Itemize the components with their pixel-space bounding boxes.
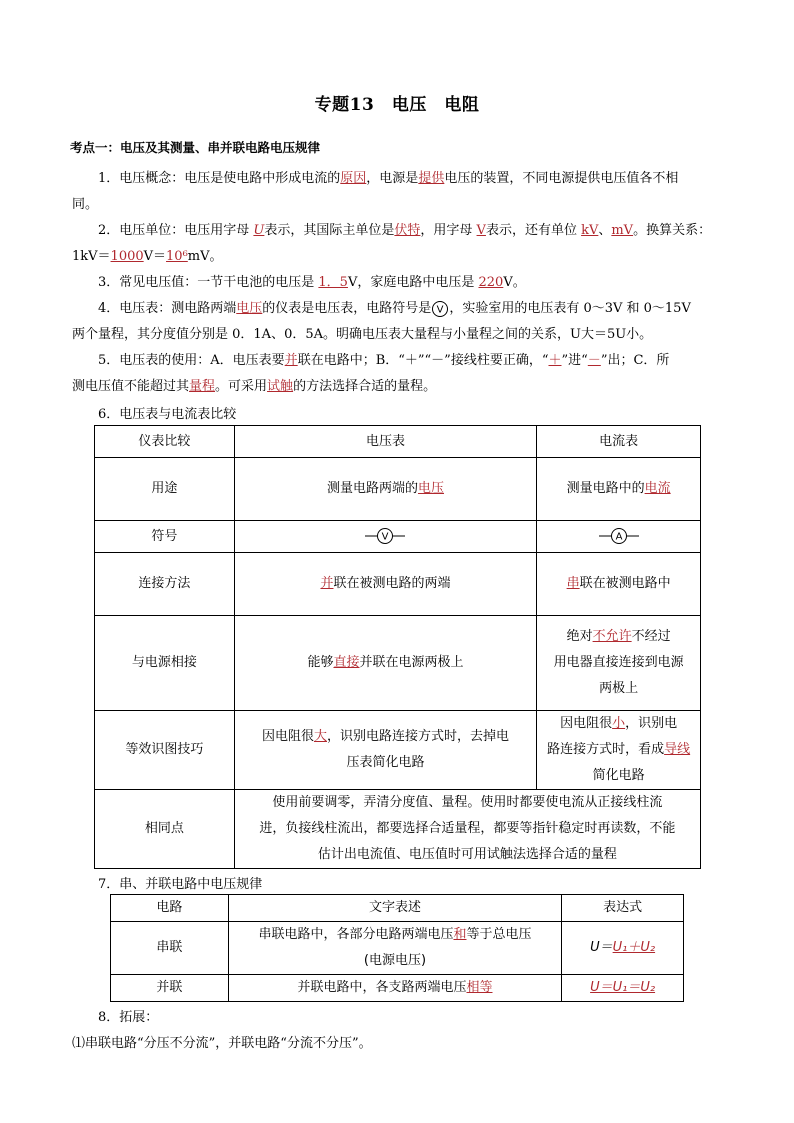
table-row (95, 458, 701, 521)
text: ，实验室用的电压表有 0～3V 和 0～15V (449, 301, 691, 316)
answer: ＋ (548, 353, 562, 368)
ammeter-symbol-icon (599, 527, 639, 545)
text: 的方法选择合适的量程。 (293, 379, 437, 394)
voltmeter-symbol-icon (431, 300, 449, 318)
answer: 试触 (267, 379, 294, 394)
table-row (95, 521, 701, 553)
table-header: 电路 (111, 895, 229, 922)
text: ”出；C．所 (600, 353, 670, 368)
table-cell: 串联电路中，各部分电路两端电压和等于总电压 (电源电压) (228, 922, 561, 975)
answer: 量程 (189, 379, 216, 394)
table-row (95, 553, 701, 616)
text: 1．电压概念：电压是使电路中形成电流的 (98, 171, 341, 186)
paragraph-7: 7．串、并联电路中电压规律 (98, 877, 263, 892)
paragraph-4 (72, 296, 750, 348)
text: 4．电压表：测电路两端 (98, 301, 237, 316)
answer: － (587, 353, 601, 368)
table-row (111, 975, 684, 1002)
table-cell: U＝U₁＝U₂ (562, 975, 684, 1002)
table-header: 表达式 (562, 895, 684, 922)
answer: 原因 (340, 171, 367, 186)
table-header: 文字表述 (228, 895, 561, 922)
text: 、 (598, 223, 612, 238)
text: 表示，还有单位 (485, 223, 582, 238)
paragraph-6: 6．电压表与电流表比较 (98, 407, 237, 422)
answer: U (253, 223, 265, 238)
text: ，电源是 (366, 171, 419, 186)
text: V＝ (143, 249, 167, 264)
page-title: 专题13 电压 电阻 (314, 95, 480, 115)
table-header: 仪表比较 (95, 426, 235, 458)
meter-comparison-table (94, 425, 701, 869)
table-cell (537, 521, 701, 553)
svg-text:V: V (436, 304, 444, 315)
table-cell: 因电阻很小，识别电 路连接方式时，看成导线 简化电路 (537, 711, 701, 790)
table-row (95, 616, 701, 711)
text: 。可采用 (215, 379, 268, 394)
paragraph-2 (72, 218, 750, 270)
svg-text:A: A (615, 531, 623, 543)
paragraph-5 (72, 348, 750, 400)
paragraph-9: ⑴串联电路“分压不分流”，并联电路“分流不分压”。 (72, 1036, 372, 1051)
table-cell: 测量电路两端的电压 (234, 458, 536, 521)
table-row (95, 790, 701, 869)
row-label: 用途 (95, 458, 235, 521)
text: mV。 (187, 249, 223, 264)
paragraph-3 (72, 270, 750, 296)
row-label: 相同点 (95, 790, 235, 869)
text: 1kV＝ (72, 249, 111, 264)
table-cell: 并联在被测电路的两端 (234, 553, 536, 616)
paragraph-1 (72, 166, 750, 218)
voltmeter-symbol-icon (365, 527, 405, 545)
table-header-row (111, 895, 684, 922)
text: 2．电压单位：电压用字母 (98, 223, 254, 238)
table-cell (234, 521, 536, 553)
row-label: 与电源相接 (95, 616, 235, 711)
svg-text:V: V (382, 531, 389, 543)
text: 联在电路中；B．“＋”“－”接线柱要正确，“ (297, 353, 549, 368)
answer: kV (581, 223, 599, 238)
text: 。换算关系： (633, 223, 712, 238)
table-cell: 能够直接并联在电源两极上 (234, 616, 536, 711)
row-label: 等效识图技巧 (95, 711, 235, 790)
text: 两个量程，其分度值分别是 0．1A、0．5A。明确电压表大量程与小量程之间的关系，U大＝5U小。 (72, 327, 653, 342)
answer: 1．5 (318, 275, 348, 290)
answer: 并 (284, 353, 298, 368)
text: 的仪表是电压表，电路符号是 (262, 301, 432, 316)
answer: 1000 (110, 249, 144, 264)
table-cell: 因电阻很大，识别电路连接方式时，去掉电 压表简化电路 (234, 711, 536, 790)
text: 测电压值不能超过其 (72, 379, 190, 394)
text: 电压的装置，不同电源提供电压值各不相 (444, 171, 679, 186)
answer: 220 (478, 275, 504, 290)
text: V。 (503, 275, 526, 290)
row-label: 串联 (111, 922, 229, 975)
table-cell: 绝对不允许不经过 用电器直接连接到电源 两极上 (537, 616, 701, 711)
text: 5．电压表的使用：A．电压表要 (98, 353, 285, 368)
table-row (111, 922, 684, 975)
table-cell: 串联在被测电路中 (537, 553, 701, 616)
answer: V (476, 223, 486, 238)
text: 同。 (72, 197, 99, 212)
table-header-row (95, 426, 701, 458)
row-label: 连接方法 (95, 553, 235, 616)
paragraph-8: 8．拓展： (98, 1010, 159, 1025)
table-cell: 使用前要调零，弄清分度值、量程。使用时都要使电流从正接线柱流 进，负接线柱流出，都要选择合适量程，都要等指针稳定时再读数，不能 估计出电流值、电压值时可用试触法选择合适的量程 (234, 790, 700, 869)
table-cell: U＝U₁＋U₂ (562, 922, 684, 975)
table-cell: 测量电路中的电流 (537, 458, 701, 521)
text: 表示，其国际主单位是 (264, 223, 395, 238)
voltage-law-table (110, 894, 684, 1002)
row-label: 并联 (111, 975, 229, 1002)
answer: 提供 (418, 171, 445, 186)
table-header: 电流表 (537, 426, 701, 458)
answer: 10⁶ (166, 249, 188, 264)
text: ，用字母 (420, 223, 477, 238)
table-header: 电压表 (234, 426, 536, 458)
answer: mV (611, 223, 634, 238)
answer: 伏特 (394, 223, 421, 238)
text: 3．常见电压值：一节干电池的电压是 (98, 275, 319, 290)
answer: 电压 (236, 301, 263, 316)
table-row (95, 711, 701, 790)
section-heading: 考点一：电压及其测量、串并联电路电压规律 (70, 140, 321, 155)
row-label: 符号 (95, 521, 235, 553)
table-cell: 并联电路中，各支路两端电压相等 (228, 975, 561, 1002)
text: V，家庭电路中电压是 (347, 275, 479, 290)
text: ”进“ (561, 353, 588, 368)
